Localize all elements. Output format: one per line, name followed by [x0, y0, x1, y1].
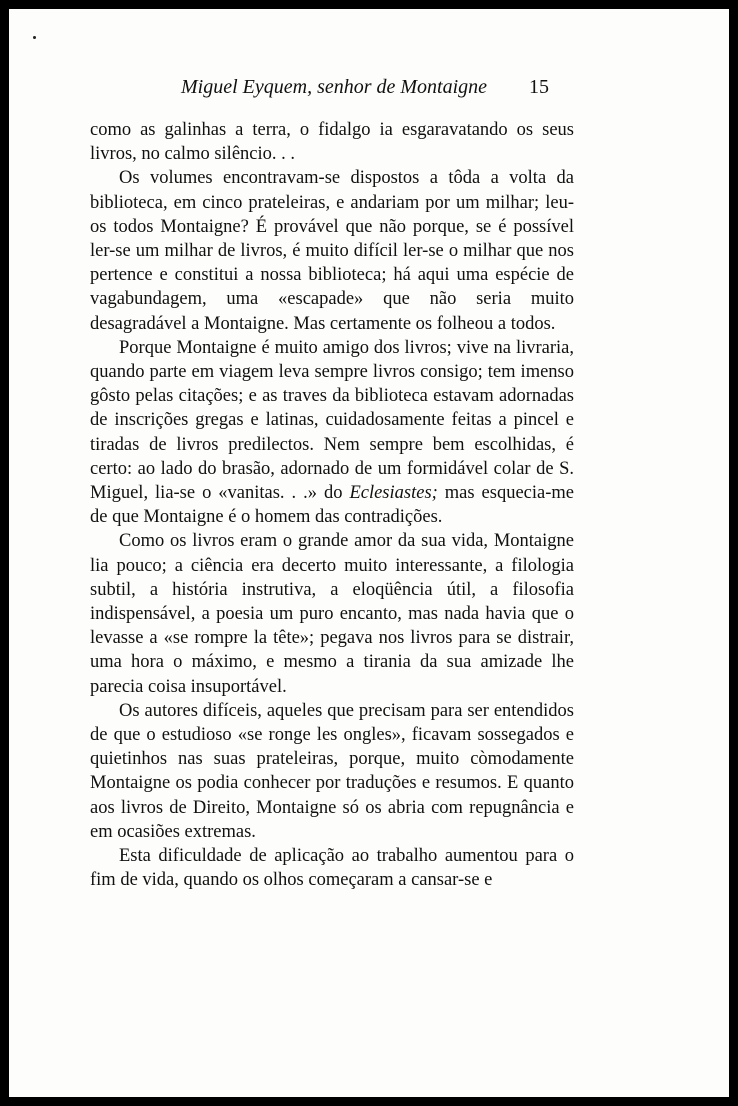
paragraph-1: como as galinhas a terra, o fidalgo ia esgaravatando os seus livros, no calmo silêncio. . . — [90, 120, 574, 165]
paragraph-2: Os volumes encontravam-se dispostos a tôda a volta da biblioteca, em cinco prateleiras, e andariam por um milhar; leu-os todos Montaigne? É provável que não porque, se é possível ler-se um milhar de livros, é muito difícil ler-se o milhar que nos pertence e constitui a nossa biblioteca; há aqui uma espécie de vagabundagem, uma «escapade» que não seria muito desagradável a Montaigne. Mas certamente os folheou a todos. — [90, 168, 574, 334]
body-text — [90, 118, 574, 893]
page-number: 15 — [529, 76, 549, 98]
paragraph-3-part-2: mas esquecia-me de que Montaigne é o homem das contradições. — [90, 483, 574, 528]
book-title-eclesiastes: Eclesiastes; — [349, 483, 438, 504]
paragraph-5: Os autores difíceis, aqueles que precisam para ser entendidos de que o estudioso «se ronge les ongles», ficavam sossegados e quietinhos nas suas prateleiras, porque, muito còmodamente Montaigne os podia conhecer por traduções e resumos. E quanto aos livros de Direito, Montaigne só os abria com repugnância e em ocasiões extremas. — [90, 700, 574, 842]
paragraph-3-part-1: Porque Montaigne é muito amigo dos livros; vive na livraria, quando parte em viagem leva sempre livros consigo; tem imenso gôsto pelas citações; e as traves da biblioteca estavam adornadas de inscrições gregas e latinas, cuidadosamente feitas a pincel e tiradas de livros predilectos. Nem sempre bem escolhidas, é certo: ao lado do brasão, adornado de um formidável colar de S. Miguel, lia-se o «vanitas. . .» do — [90, 337, 574, 504]
paragraph-4: Como os livros eram o grande amor da sua vida, Montaigne lia pouco; a ciência era decerto muito interessante, a filologia subtil, a história instrutiva, a eloqüência útil, a filosofia indispensável, a poesia um puro encanto, mas nada havia que o levasse a «se rompre la tête»; pegava nos livros para se distrair, uma hora o máximo, e mesmo a tirania da sua amizade lhe parecia coisa insuportável. — [90, 531, 574, 697]
paragraph-6: Esta dificuldade de aplicação ao trabalho aumentou para o fim de vida, quando os olhos começaram a cansar-se e — [90, 846, 574, 891]
paragraph-3 — [90, 336, 574, 530]
print-speck — [33, 36, 36, 39]
running-title: Miguel Eyquem, senhor de Montaigne — [181, 76, 488, 98]
book-page — [9, 9, 729, 1097]
